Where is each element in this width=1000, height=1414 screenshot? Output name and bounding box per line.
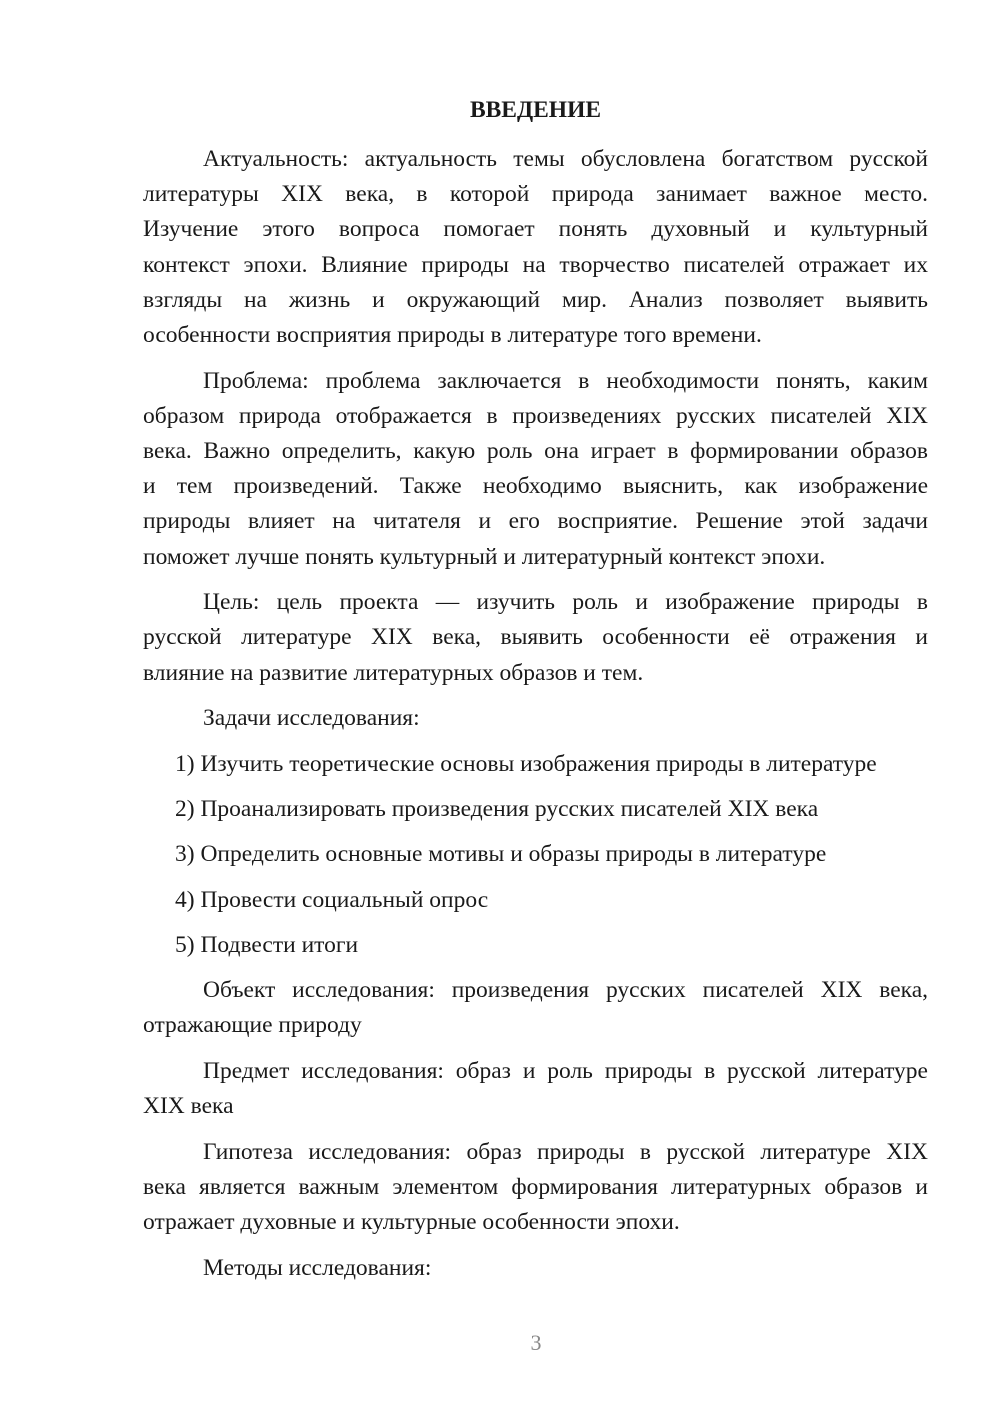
task-item: 4) Провести социальный опрос <box>175 886 489 913</box>
text-line: Проблема: проблема заключается в необходимости понять, каким <box>203 367 928 394</box>
text-line: особенности восприятия природы в литературе того времени. <box>143 321 762 348</box>
paragraph <box>143 142 928 353</box>
page-number: 3 <box>530 1330 542 1355</box>
text-line: влияние на развитие литературных образов и тем. <box>143 659 644 686</box>
paragraph <box>143 585 928 691</box>
text-line: отражающие природу <box>143 1012 362 1039</box>
paragraph <box>143 364 928 575</box>
task-item: 3) Определить основные мотивы и образы природы в литературе <box>175 841 827 868</box>
text-line: контекст эпохи. Влияние природы на творчество писателей отражает их <box>143 251 928 278</box>
text-line: русской литературе XIX века, выявить особенности её отражения и <box>143 624 928 651</box>
text-line: века. Важно определить, какую роль она играет в формировании образов <box>143 438 928 464</box>
paragraph <box>143 973 928 1043</box>
text-line: Актуальность: актуальность темы обусловлена богатством русской <box>203 146 928 172</box>
paragraph <box>143 1135 928 1241</box>
text-line: и тем произведений. Также необходимо выяснить, как изображение <box>143 473 928 500</box>
text-line: отражает духовные и культурные особенности эпохи. <box>143 1209 680 1236</box>
text-line: Гипотеза исследования: образ природы в русской литературе XIX <box>203 1138 928 1165</box>
document-page <box>143 92 928 1296</box>
paragraph <box>143 1054 928 1124</box>
text-line: Задачи исследования: <box>203 705 420 732</box>
text-line: XIX века <box>143 1093 234 1119</box>
text-line: века является важным элементом формирования литературных образов и <box>143 1173 928 1200</box>
task-item: 5) Подвести итоги <box>175 931 359 958</box>
text-line: Предмет исследования: образ и роль природы в русской литературе <box>203 1057 928 1084</box>
text-line: природы влияет на читателя и его восприятие. Решение этой задачи <box>143 508 928 535</box>
task-item: 2) Проанализировать произведения русских писателей XIX века <box>175 796 819 823</box>
research-paragraphs <box>143 973 928 1286</box>
task-list <box>143 747 928 963</box>
text-line: Цель: цель проекта — изучить роль и изображение природы в <box>203 589 928 616</box>
text-line: Объект исследования: произведения русских писателей XIX века, <box>203 976 928 1003</box>
text-line: поможет лучше понять культурный и литературный контекст эпохи. <box>143 543 826 570</box>
intro-paragraphs <box>143 142 928 737</box>
paragraph <box>143 701 928 736</box>
text-line: образом природа отображается в произведениях русских писателей XIX <box>143 402 928 429</box>
text-line: Методы исследования: <box>203 1254 432 1281</box>
task-item: 1) Изучить теоретические основы изображения природы в литературе <box>175 751 877 777</box>
section-title: ВВЕДЕНИЕ <box>469 97 602 123</box>
paragraph <box>143 1251 928 1286</box>
text-line: взгляды на жизнь и окружающий мир. Анализ позволяет выявить <box>143 286 928 313</box>
text-line: Изучение этого вопроса помогает понять духовный и культурный <box>143 216 928 243</box>
text-line: литературы XIX века, в которой природа занимает важное место. <box>143 181 928 208</box>
